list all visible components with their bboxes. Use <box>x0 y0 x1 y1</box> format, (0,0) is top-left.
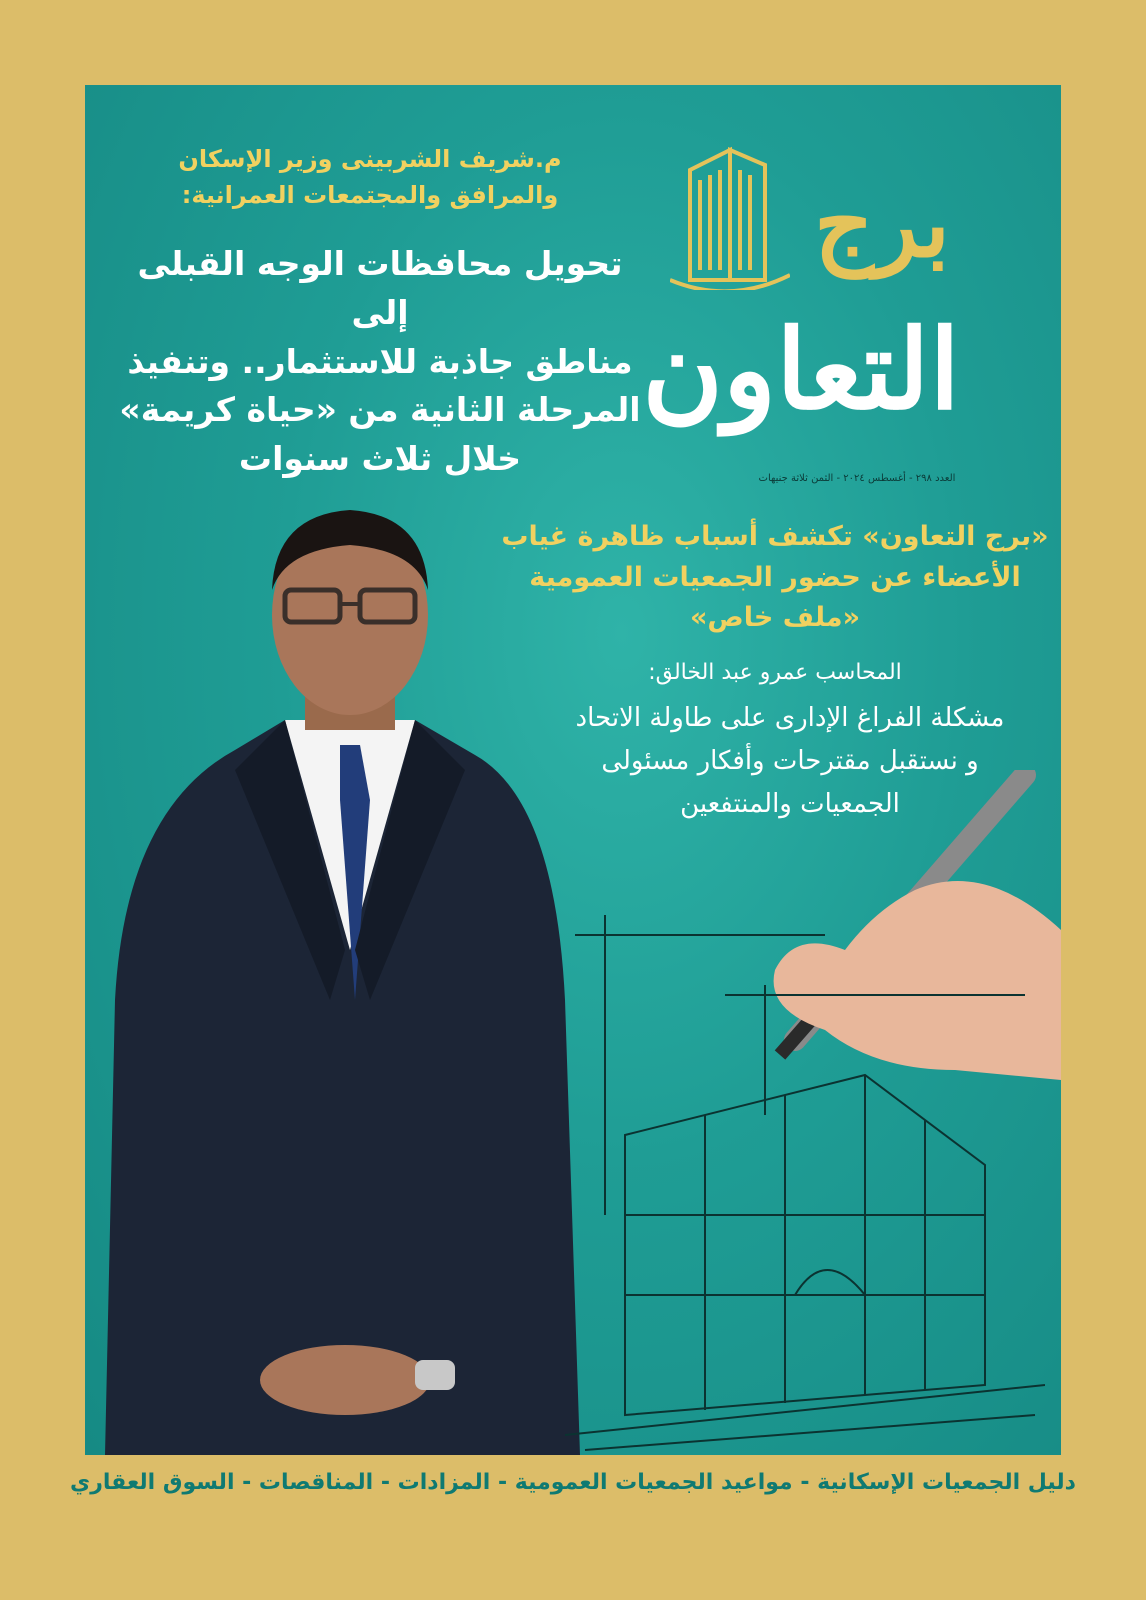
logo-word-altaawon: التعاون <box>642 305 960 434</box>
feature-line2: الأعضاء عن حضور الجمعيات العمومية <box>529 561 1021 593</box>
lead-headline <box>115 240 645 484</box>
masthead-logo <box>642 130 970 490</box>
lead-kicker-line2: والمرافق والمجتمعات العمرانية: <box>181 181 559 209</box>
feature-headline <box>495 517 1055 639</box>
cover-footer-sections: دليل الجمعيات الإسكانية - مواعيد الجمعيات العمومية - المزادات - المناقصات - السوق العقاري <box>70 1470 1076 1495</box>
construction-sketch <box>565 915 1045 1455</box>
feature-line1: «برج التعاون» تكشف أسباب ظاهرة غياب <box>501 521 1049 552</box>
lead-headline-line3: المرحلة الثانية من «حياة كريمة» <box>119 390 641 430</box>
lead-headline-line4: خلال ثلاث سنوات <box>238 439 522 479</box>
feature-line3: «ملف خاص» <box>689 602 861 633</box>
logo-word-burj: برج <box>814 170 950 278</box>
interview-line3: الجمعيات والمنتفعين <box>680 788 900 819</box>
issue-info: العدد ٢٩٨ - أغسطس ٢٠٢٤ - الثمن ثلاثة جنيهات <box>758 473 956 484</box>
interview-label: المحاسب عمرو عبد الخالق: <box>648 660 902 685</box>
lead-headline-line1: تحويل محافظات الوجه القبلى إلى <box>137 244 623 332</box>
building-icon <box>670 130 790 290</box>
lead-kicker-line1: م.شريف الشربينى وزير الإسكان <box>178 145 562 173</box>
magazine-cover <box>85 85 1061 1455</box>
interview-line1: مشكلة الفراغ الإدارى على طاولة الاتحاد <box>575 703 1005 733</box>
lead-headline-line2: مناطق جاذبة للاستثمار.. وتنفيذ <box>127 341 633 381</box>
interview-line2: و نستقبل مقترحات وأفكار مسئولى <box>601 745 979 776</box>
